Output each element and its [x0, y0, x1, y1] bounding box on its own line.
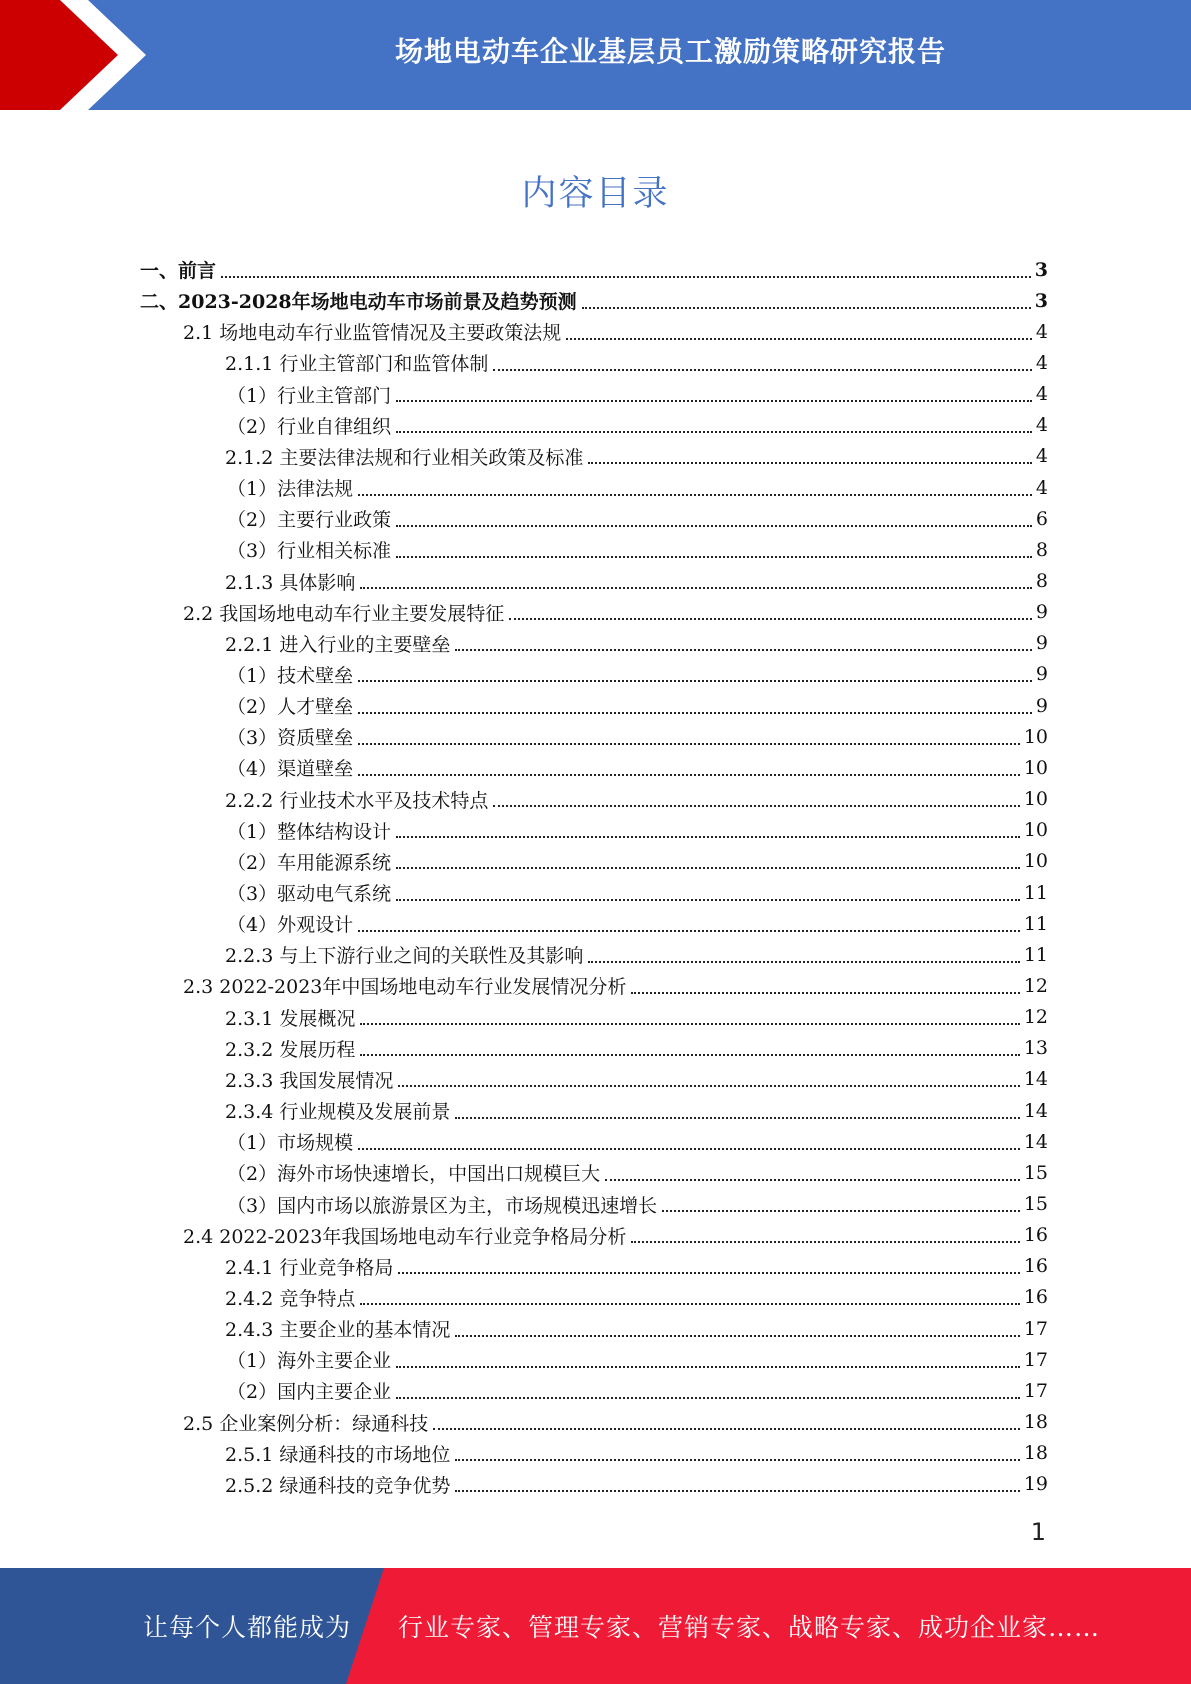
toc-entry[interactable] — [225, 1438, 1048, 1469]
dot-leader — [396, 1397, 1020, 1399]
toc-entry-title: （4）外观设计 — [227, 914, 354, 937]
toc-entry-page: 11 — [1023, 912, 1048, 935]
toc-entry[interactable] — [225, 1033, 1048, 1064]
toc-entry[interactable] — [225, 1064, 1048, 1095]
toc-entry-title: （2）国内主要企业 — [227, 1381, 392, 1404]
toc-entry-page: 19 — [1023, 1473, 1048, 1496]
toc-entry[interactable] — [227, 877, 1048, 908]
dot-leader — [360, 1303, 1019, 1305]
toc-entry[interactable] — [225, 566, 1048, 597]
dot-leader — [360, 587, 1032, 589]
toc-entry-title: （1）行业主管部门 — [227, 384, 392, 407]
dot-leader — [455, 1335, 1019, 1337]
toc-entry-page: 6 — [1035, 507, 1048, 530]
dot-leader — [605, 1179, 1020, 1181]
toc-entry-page: 3 — [1034, 289, 1048, 312]
dot-leader — [396, 525, 1032, 527]
toc-entry-page: 4 — [1035, 414, 1048, 437]
toc-entry-title: （2）车用能源系统 — [227, 851, 392, 874]
toc-entry-title: 2.5.2 绿通科技的竞争优势 — [225, 1474, 451, 1497]
toc-entry[interactable] — [225, 441, 1048, 472]
dot-leader — [509, 618, 1032, 620]
toc-heading: 内容目录 — [521, 174, 670, 214]
toc-entry-page: 10 — [1023, 756, 1048, 779]
dot-leader — [455, 1459, 1019, 1461]
toc-entry-page: 12 — [1023, 1006, 1048, 1029]
dot-leader — [358, 1148, 1020, 1150]
toc-entry-page: 4 — [1035, 476, 1048, 499]
toc-entry-page: 15 — [1023, 1161, 1048, 1184]
report-title: 场地电动车企业基层员工激励策略研究报告 — [394, 35, 946, 68]
toc-entry[interactable] — [140, 254, 1048, 285]
toc-entry-title: 二、2023-2028年场地电动车市场前景及趋势预测 — [140, 291, 577, 314]
toc-entry-page: 12 — [1023, 974, 1048, 997]
dot-leader — [396, 1366, 1020, 1368]
toc-entry-title: （3）驱动电气系统 — [227, 883, 392, 905]
footer-banner — [0, 1568, 1191, 1684]
dot-leader — [358, 494, 1032, 496]
toc-entry-title: （2）主要行业政策 — [227, 509, 392, 532]
dot-leader — [358, 930, 1020, 932]
dot-leader — [396, 400, 1032, 402]
toc-entry[interactable] — [227, 1375, 1048, 1406]
toc-entry-page: 11 — [1023, 881, 1048, 904]
toc-entry-page: 14 — [1023, 1099, 1048, 1122]
toc-entry-title: 2.2.2 行业技术水平及技术特点 — [225, 789, 489, 812]
dot-leader — [396, 867, 1020, 869]
toc-entry[interactable] — [183, 597, 1048, 628]
toc-entry[interactable] — [183, 1407, 1048, 1438]
toc-entry-title: （4）渠道壁垒 — [227, 758, 354, 781]
dot-leader — [588, 961, 1019, 963]
toc-entry-page: 4 — [1035, 320, 1048, 343]
toc-entry-title: 2.4.3 主要企业的基本情况 — [225, 1319, 451, 1342]
toc-entry[interactable] — [225, 784, 1048, 815]
toc-entry-page: 9 — [1035, 694, 1048, 717]
toc-entry[interactable] — [227, 1126, 1048, 1157]
dot-leader — [582, 307, 1031, 309]
toc-entry-page: 13 — [1023, 1037, 1048, 1060]
toc-entry-page: 17 — [1023, 1379, 1048, 1402]
dot-leader — [588, 462, 1032, 464]
toc-entry[interactable] — [227, 472, 1048, 503]
toc-entry-title: 2.1.2 主要法律法规和行业相关政策及标准 — [225, 446, 584, 469]
toc-entry-page: 16 — [1023, 1286, 1048, 1309]
toc-entry[interactable] — [225, 1002, 1048, 1033]
toc-entry-title: （2）海外市场快速增长，中国出口规模巨大 — [227, 1163, 601, 1186]
toc-entry-page: 9 — [1035, 663, 1048, 686]
toc-entry-page: 10 — [1023, 725, 1048, 748]
toc-entry[interactable] — [225, 347, 1048, 378]
toc-entry-page: 14 — [1023, 1068, 1048, 1091]
toc-entry-title: 2.2.3 与上下游行业之间的关联性及其影响 — [225, 945, 584, 968]
toc-entry-page: 16 — [1023, 1224, 1048, 1247]
toc-entry-title: 2.2 我国场地电动车行业主要发展特征 — [183, 602, 505, 625]
toc-entry[interactable] — [227, 379, 1048, 410]
header-banner — [0, 0, 1191, 110]
toc-entry[interactable] — [225, 1282, 1048, 1313]
toc-entry-title: 2.5 企业案例分析：绿通科技 — [183, 1412, 429, 1435]
toc-entry-page: 10 — [1023, 850, 1048, 873]
toc-entry-page: 15 — [1023, 1193, 1048, 1215]
toc-entry-title: 2.3.3 我国发展情况 — [225, 1069, 394, 1092]
toc-entry[interactable] — [183, 1220, 1048, 1251]
toc-entry-page: 8 — [1035, 538, 1048, 561]
toc-entry-title: 2.3.4 行业规模及发展前景 — [225, 1101, 451, 1124]
toc-entry-title: （3）行业相关标准 — [227, 540, 392, 563]
toc-entry[interactable] — [227, 1157, 1048, 1188]
toc-entry[interactable] — [227, 534, 1048, 565]
toc-entry-page: 4 — [1035, 445, 1048, 468]
dot-leader — [398, 1085, 1019, 1087]
dot-leader — [455, 1117, 1019, 1119]
toc-entry-title: 2.3.2 发展历程 — [225, 1038, 356, 1061]
toc-entry-page: 18 — [1023, 1411, 1048, 1434]
toc-entry[interactable] — [227, 1189, 1048, 1220]
toc-entry-page: 11 — [1023, 943, 1048, 966]
dot-leader — [631, 1241, 1019, 1243]
toc-entry[interactable] — [227, 721, 1048, 752]
toc-entry-page: 9 — [1035, 632, 1048, 655]
toc-entry[interactable] — [227, 410, 1048, 441]
toc-entry-page: 4 — [1035, 383, 1048, 406]
toc-entry-page: 10 — [1023, 819, 1048, 842]
toc-entry-title: （1）市场规模 — [227, 1132, 354, 1155]
dot-leader — [358, 712, 1032, 714]
toc-entry-page: 10 — [1023, 788, 1048, 811]
toc-entry[interactable] — [227, 503, 1048, 534]
header-arrow-logo — [0, 0, 160, 110]
dot-leader — [396, 431, 1032, 433]
toc-entry-title: （1）整体结构设计 — [227, 820, 392, 843]
toc-entry[interactable] — [227, 752, 1048, 783]
toc-entry[interactable] — [227, 1344, 1048, 1375]
toc-entry-title: 2.3 2022-2023年中国场地电动车行业发展情况分析 — [183, 976, 627, 999]
toc-entry-title: （3）国内市场以旅游景区为主，市场规模迅速增长 — [227, 1194, 658, 1217]
toc-entry-page: 9 — [1035, 601, 1048, 624]
toc-entry[interactable] — [227, 908, 1048, 939]
toc-entry[interactable] — [225, 1313, 1048, 1344]
toc-entry-title: 一、前言 — [140, 260, 217, 282]
toc-entry[interactable] — [183, 316, 1048, 347]
toc-entry-title: （2）人才壁垒 — [227, 696, 354, 719]
toc-entry[interactable] — [227, 659, 1048, 690]
footer-slogan-left: 让每个人都能成为 — [143, 1613, 352, 1642]
toc-entry[interactable] — [140, 285, 1048, 316]
toc-entry-title: 2.4 2022-2023年我国场地电动车行业竞争格局分析 — [183, 1225, 627, 1248]
toc-entry-title: （1）技术壁垒 — [227, 664, 354, 687]
dot-leader — [433, 1428, 1020, 1430]
toc-entry-title: （3）资质壁垒 — [227, 727, 354, 750]
toc-entry-page: 3 — [1034, 258, 1048, 281]
toc-entry[interactable] — [227, 690, 1048, 721]
dot-leader — [493, 805, 1019, 807]
toc-entry-page: 18 — [1023, 1442, 1048, 1465]
dot-leader — [360, 1023, 1019, 1025]
dot-leader — [455, 1490, 1019, 1492]
toc-entry-page: 8 — [1035, 570, 1048, 592]
toc-entry-page: 4 — [1035, 351, 1048, 374]
dot-leader — [631, 992, 1019, 994]
footer-slogan-right: 行业专家、管理专家、营销专家、战略专家、成功企业家…… — [398, 1613, 1101, 1642]
dot-leader — [358, 774, 1020, 776]
toc-entry[interactable] — [225, 1469, 1048, 1500]
page-number: 1 — [1030, 1518, 1046, 1546]
dot-leader — [396, 556, 1032, 558]
toc-entry-title: （1）法律法规 — [227, 478, 354, 501]
toc-entry-title: （1）海外主要企业 — [227, 1350, 392, 1373]
toc-entry-title: （2）行业自律组织 — [227, 415, 392, 438]
toc-entry[interactable] — [225, 1251, 1048, 1282]
toc-entry-page: 14 — [1023, 1130, 1048, 1153]
toc-entry-title: 2.3.1 发展概况 — [225, 1007, 356, 1030]
toc-entry-page: 17 — [1023, 1317, 1048, 1340]
toc-entry[interactable] — [225, 1095, 1048, 1126]
toc-entry-title: 2.1.1 行业主管部门和监管体制 — [225, 353, 489, 376]
toc-entry-page: 16 — [1023, 1255, 1048, 1278]
toc-entry-title: 2.2.1 进入行业的主要壁垒 — [225, 633, 451, 656]
toc-entry[interactable] — [227, 846, 1048, 877]
toc-entry-title: 2.4.1 行业竞争格局 — [225, 1256, 394, 1279]
toc-entry-title: 2.1 场地电动车行业监管情况及主要政策法规 — [183, 322, 562, 345]
toc-entry[interactable] — [225, 939, 1048, 970]
dot-leader — [455, 649, 1032, 651]
toc-entry[interactable] — [225, 628, 1048, 659]
toc-entry-title: 2.5.1 绿通科技的市场地位 — [225, 1443, 451, 1466]
dot-leader — [360, 1054, 1019, 1056]
dot-leader — [398, 1272, 1019, 1274]
dot-leader — [358, 743, 1020, 745]
dot-leader — [396, 836, 1020, 838]
dot-leader — [493, 369, 1032, 371]
toc-entry-page: 17 — [1023, 1348, 1048, 1371]
toc-entry-title: 2.4.2 竞争特点 — [225, 1287, 356, 1310]
toc-entry[interactable] — [227, 815, 1048, 846]
dot-leader — [566, 338, 1032, 340]
toc-entry[interactable] — [183, 970, 1048, 1001]
dot-leader — [221, 276, 1031, 278]
dot-leader — [396, 899, 1020, 901]
dot-leader — [358, 680, 1032, 682]
toc-entry-title: 2.1.3 具体影响 — [225, 571, 356, 594]
dot-leader — [662, 1210, 1020, 1212]
